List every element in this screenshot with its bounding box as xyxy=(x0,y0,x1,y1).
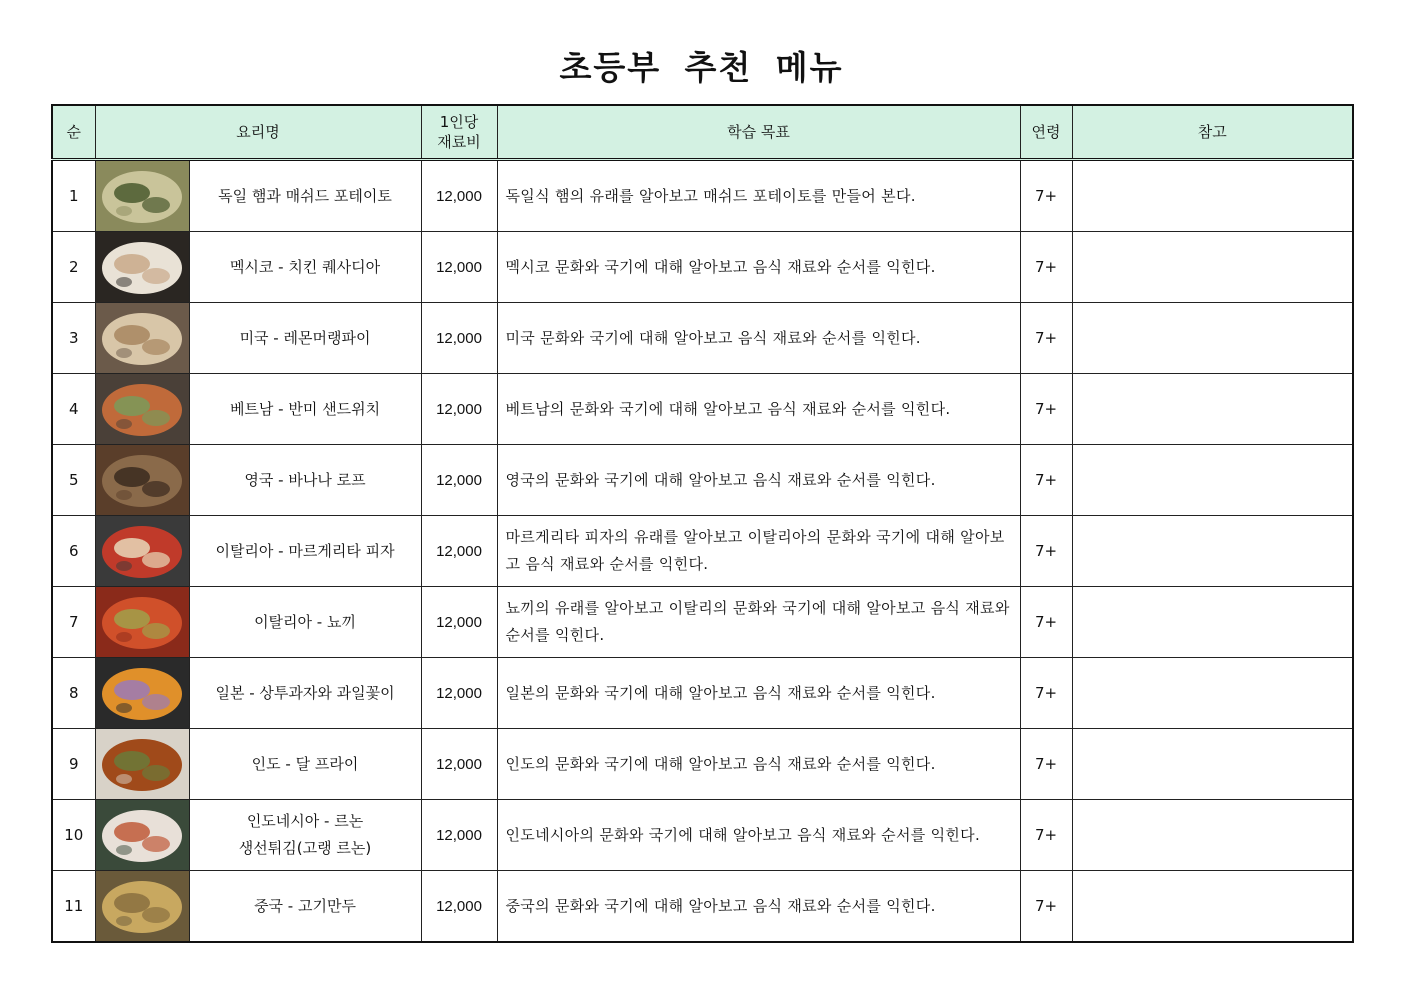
age: 7+ xyxy=(1020,587,1072,658)
age: 7+ xyxy=(1020,729,1072,800)
learning-goal: 독일식 햄의 유래를 알아보고 매쉬드 포테이토를 만들어 본다. xyxy=(497,160,1020,232)
note xyxy=(1072,729,1353,800)
dish-name: 베트남 - 반미 샌드위치 xyxy=(189,374,421,445)
dish-name-cell xyxy=(189,800,421,871)
age: 7+ xyxy=(1020,374,1072,445)
dish-name-line1: 인도네시아 - 르논 xyxy=(246,812,364,830)
table-row xyxy=(52,587,1353,658)
dish-photo xyxy=(95,871,189,943)
row-number: 9 xyxy=(52,729,95,800)
header-cost xyxy=(421,105,497,160)
cost-per-person: 12,000 xyxy=(421,658,497,729)
dish-photo-image xyxy=(96,871,189,941)
header-goal: 학습 목표 xyxy=(497,105,1020,160)
row-number: 10 xyxy=(52,800,95,871)
dish-name: 이탈리아 - 뇨끼 xyxy=(189,587,421,658)
dish-name: 일본 - 상투과자와 과일꽃이 xyxy=(189,658,421,729)
row-number: 6 xyxy=(52,516,95,587)
dish-photo xyxy=(95,800,189,871)
header-name: 요리명 xyxy=(95,105,421,160)
note xyxy=(1072,303,1353,374)
learning-goal: 영국의 문화와 국기에 대해 알아보고 음식 재료와 순서를 익힌다. xyxy=(497,445,1020,516)
row-number: 5 xyxy=(52,445,95,516)
table-row xyxy=(52,232,1353,303)
dish-photo xyxy=(95,160,189,232)
row-number: 1 xyxy=(52,160,95,232)
dish-photo xyxy=(95,658,189,729)
age: 7+ xyxy=(1020,445,1072,516)
note xyxy=(1072,516,1353,587)
dish-name-line2: 생선튀김(고랭 르논) xyxy=(238,839,372,857)
cost-per-person: 12,000 xyxy=(421,445,497,516)
age: 7+ xyxy=(1020,800,1072,871)
note xyxy=(1072,160,1353,232)
note xyxy=(1072,587,1353,658)
note xyxy=(1072,800,1353,871)
note xyxy=(1072,658,1353,729)
dish-photo xyxy=(95,729,189,800)
note xyxy=(1072,445,1353,516)
learning-goal: 뇨끼의 유래를 알아보고 이탈리의 문화와 국기에 대해 알아보고 음식 재료와 순서를 익힌다. xyxy=(497,587,1020,658)
dish-photo-image xyxy=(96,800,189,870)
table-row xyxy=(52,445,1353,516)
learning-goal: 미국 문화와 국기에 대해 알아보고 음식 재료와 순서를 익힌다. xyxy=(497,303,1020,374)
header-no: 순 xyxy=(52,105,95,160)
age: 7+ xyxy=(1020,160,1072,232)
learning-goal: 일본의 문화와 국기에 대해 알아보고 음식 재료와 순서를 익힌다. xyxy=(497,658,1020,729)
age: 7+ xyxy=(1020,871,1072,943)
dish-photo-image xyxy=(96,374,189,444)
cost-per-person: 12,000 xyxy=(421,516,497,587)
row-number: 4 xyxy=(52,374,95,445)
table-row xyxy=(52,658,1353,729)
dish-photo-image xyxy=(96,658,189,728)
dish-name: 독일 햄과 매쉬드 포테이토 xyxy=(189,160,421,232)
header-cost-line2: 재료비 xyxy=(437,133,481,151)
row-number: 3 xyxy=(52,303,95,374)
dish-photo-image xyxy=(96,232,189,302)
dish-name: 멕시코 - 치킨 퀘사디아 xyxy=(189,232,421,303)
row-number: 7 xyxy=(52,587,95,658)
dish-photo-image xyxy=(96,516,189,586)
table-row xyxy=(52,374,1353,445)
dish-photo xyxy=(95,232,189,303)
dish-photo xyxy=(95,374,189,445)
dish-photo-image xyxy=(96,587,189,657)
dish-name: 영국 - 바나나 로프 xyxy=(189,445,421,516)
table-row xyxy=(52,800,1353,871)
table-row xyxy=(52,303,1353,374)
dish-photo xyxy=(95,303,189,374)
dish-name: 인도 - 달 프라이 xyxy=(189,729,421,800)
learning-goal: 인도의 문화와 국기에 대해 알아보고 음식 재료와 순서를 익힌다. xyxy=(497,729,1020,800)
dish-photo xyxy=(95,587,189,658)
cost-per-person: 12,000 xyxy=(421,160,497,232)
table-row xyxy=(52,160,1353,232)
age: 7+ xyxy=(1020,303,1072,374)
header-row xyxy=(52,105,1353,160)
dish-photo-image xyxy=(96,161,189,231)
header-age: 연령 xyxy=(1020,105,1072,160)
cost-per-person: 12,000 xyxy=(421,871,497,943)
learning-goal: 중국의 문화와 국기에 대해 알아보고 음식 재료와 순서를 익힌다. xyxy=(497,871,1020,943)
cost-per-person: 12,000 xyxy=(421,232,497,303)
note xyxy=(1072,232,1353,303)
table-row xyxy=(52,516,1353,587)
cost-per-person: 12,000 xyxy=(421,303,497,374)
header-cost-line1: 1인당 xyxy=(439,113,479,131)
learning-goal: 마르게리타 피자의 유래를 알아보고 이탈리아의 문화와 국기에 대해 알아보고 음식 재료와 순서를 익힌다. xyxy=(497,516,1020,587)
learning-goal: 인도네시아의 문화와 국기에 대해 알아보고 음식 재료와 순서를 익힌다. xyxy=(497,800,1020,871)
learning-goal: 멕시코 문화와 국기에 대해 알아보고 음식 재료와 순서를 익힌다. xyxy=(497,232,1020,303)
menu-table xyxy=(51,104,1354,943)
header-note: 참고 xyxy=(1072,105,1353,160)
dish-name: 미국 - 레몬머랭파이 xyxy=(189,303,421,374)
dish-name: 중국 - 고기만두 xyxy=(189,871,421,943)
dish-photo-image xyxy=(96,303,189,373)
learning-goal: 베트남의 문화와 국기에 대해 알아보고 음식 재료와 순서를 익힌다. xyxy=(497,374,1020,445)
age: 7+ xyxy=(1020,516,1072,587)
note xyxy=(1072,374,1353,445)
row-number: 11 xyxy=(52,871,95,943)
page-title: 초등부 추천 메뉴 xyxy=(559,48,844,87)
row-number: 8 xyxy=(52,658,95,729)
cost-per-person: 12,000 xyxy=(421,374,497,445)
cost-per-person: 12,000 xyxy=(421,800,497,871)
dish-name: 이탈리아 - 마르게리타 피자 xyxy=(189,516,421,587)
table-row xyxy=(52,871,1353,943)
dish-photo xyxy=(95,445,189,516)
cost-per-person: 12,000 xyxy=(421,729,497,800)
dish-photo-image xyxy=(96,445,189,515)
cost-per-person: 12,000 xyxy=(421,587,497,658)
row-number: 2 xyxy=(52,232,95,303)
dish-photo xyxy=(95,516,189,587)
note xyxy=(1072,871,1353,943)
age: 7+ xyxy=(1020,232,1072,303)
table-row xyxy=(52,729,1353,800)
age: 7+ xyxy=(1020,658,1072,729)
dish-photo-image xyxy=(96,729,189,799)
